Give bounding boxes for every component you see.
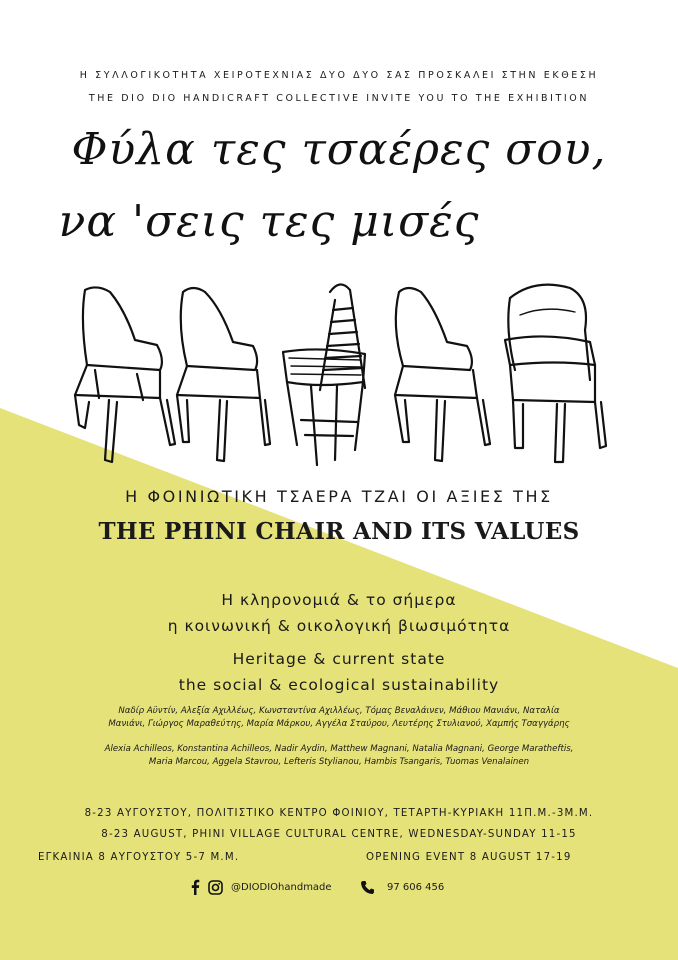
dates-english: 8-23 AUGUST, PHINI VILLAGE CULTURAL CENTRE, WEDNESDAY-SUNDAY 11-15 xyxy=(101,829,577,840)
social-contact xyxy=(190,877,332,897)
phone-number[interactable]: 97 606 456 xyxy=(387,881,445,893)
instagram-icon[interactable] xyxy=(208,880,223,895)
subtitle-greek: Η ΦΟΙΝΙΩΤΙΚΗ ΤΣΑΕΡΑ ΤΖΑΙ ΟΙ ΑΞΙΕΣ ΤΗΣ xyxy=(125,487,553,506)
dates-greek: 8-23 ΑΥΓΟΥΣΤΟΥ, ΠΟΛΙΤΙΣΤΙΚΟ ΚΕΝΤΡΟ ΦΟΙΝΙΟΥ, ΤΕΤΑΡΤΗ-ΚΥΡΙΑΚΗ 11Π.Μ.-3Μ.Μ. xyxy=(84,808,594,819)
phini-wooden-chair xyxy=(283,284,365,465)
artists-english-line-2: Maria Marcou, Aggela Stavrou, Lefteris Stylianou, Hambis Tsangaris, Tuomas Venalainen xyxy=(148,757,530,767)
theme-english-line-2: the social & ecological sustainability xyxy=(178,676,500,694)
theme-english-line-1: Heritage & current state xyxy=(232,650,446,668)
opening-greek: ΕΓΚΑΙΝΙΑ 8 ΑΥΓΟΥΣΤΟΥ 5-7 Μ.Μ. xyxy=(38,852,240,863)
theme-greek-line-1: Η κληρονομιά & το σήμερα xyxy=(221,591,457,609)
social-handle: @DIODIOhandmade xyxy=(231,881,332,893)
chairs-illustration xyxy=(65,270,625,470)
theme-greek-line-2: η κοινωνική & οικολογική βιωσιμότητα xyxy=(167,617,511,635)
invitation-english: THE DIO DIO HANDICRAFT COLLECTIVE INVITE YOU TO THE EXHIBITION xyxy=(88,93,590,104)
artists-english-line-1: Alexia Achilleos, Konstantina Achilleos, Nadir Aydin, Matthew Magnani, Natalia Magnani, George Maratheftis, xyxy=(104,744,574,754)
facebook-icon[interactable] xyxy=(190,879,200,895)
subtitle-english: THE PHINI CHAIR AND ITS VALUES xyxy=(98,518,580,545)
phone-icon xyxy=(360,880,375,895)
artists-greek-line-2: Μανιάνι, Γιώργος Μαραθεύτης, Μαρία Μάρκου, Αγγέλα Σταύρου, Λευτέρης Στυλιανού, Χαμπής Τσαγγάρης xyxy=(108,719,570,729)
plastic-chair-1 xyxy=(75,287,175,462)
phone-contact xyxy=(360,877,444,897)
opening-english: OPENING EVENT 8 AUGUST 17-19 xyxy=(366,852,572,863)
invitation-greek: Η ΣΥΛΛΟΓΙΚΟΤΗΤΑ ΧΕΙΡΟΤΕΧΝΙΑΣ ΔΥΟ ΔΥΟ ΣΑΣ ΠΡΟΣΚΑΛΕΙ ΣΤΗΝ ΕΚΘΕΣΗ xyxy=(79,70,599,81)
title-line-1: Φύλα τες τσαέρες σου, xyxy=(71,124,607,175)
title-line-2: να 'σεις τες μισές xyxy=(58,196,480,247)
plastic-chair-3 xyxy=(395,288,490,461)
plastic-armchair xyxy=(505,285,606,462)
plastic-chair-2 xyxy=(177,288,270,461)
artists-greek-line-1: Ναδίρ Αϋντίν, Αλεξία Αχιλλέως, Κωνσταντίνα Αχιλλέως, Τόμας Βεναλάινεν, Μάθιου Μανιάνι, Ναταλία xyxy=(118,706,560,716)
